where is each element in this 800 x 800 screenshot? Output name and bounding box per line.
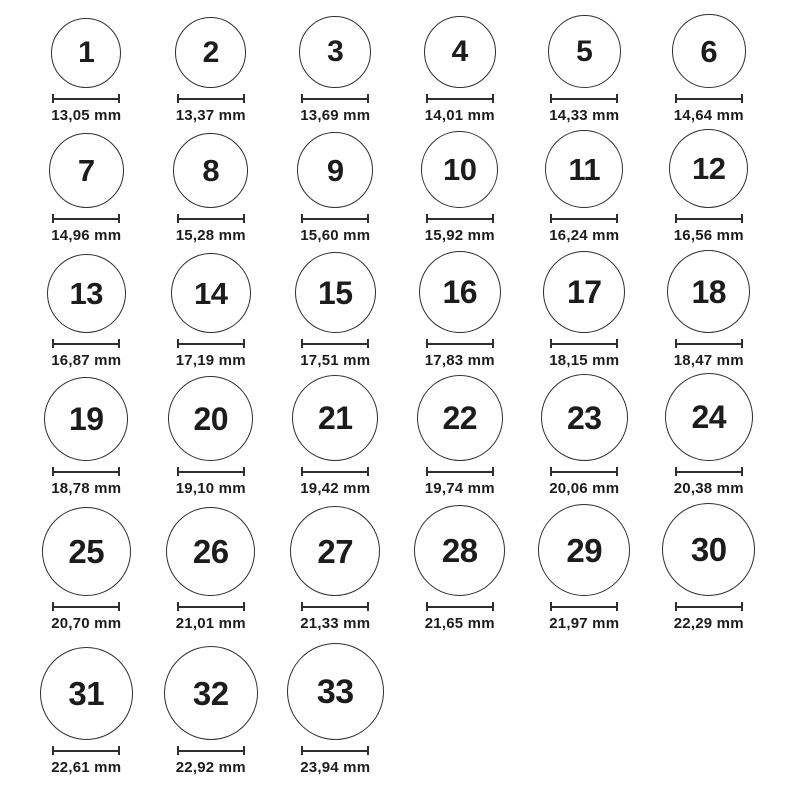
ring-size-item-6: [647, 0, 772, 125]
ring-size-item-24: [647, 370, 772, 498]
measure-end-tick: [616, 467, 618, 476]
ring-size-item-26: [149, 498, 274, 633]
ring-circle: [417, 375, 503, 461]
measure-line: [303, 606, 367, 608]
diameter-measure-bar: [675, 602, 743, 611]
ring-size-number: 13: [69, 276, 103, 311]
diameter-measure-bar: [52, 339, 120, 348]
measure-end-tick: [118, 602, 120, 611]
measure-line: [428, 606, 492, 608]
ring-size-item-18: [647, 245, 772, 370]
diameter-label: 17,51 mm: [300, 352, 371, 369]
ring-size-item-15: [273, 245, 398, 370]
diameter-label: 14,01 mm: [424, 107, 495, 124]
ring-circle: [541, 374, 628, 461]
ring-size-number: 10: [443, 152, 477, 187]
diameter-measure-bar: [675, 339, 743, 348]
ring-circle: [545, 130, 623, 208]
ring-size-number: 30: [690, 531, 727, 568]
measure-end-tick: [243, 94, 245, 103]
measure-end-tick: [243, 746, 245, 755]
ring-size-item-8: [149, 125, 274, 245]
ring-size-item-19: [24, 370, 149, 498]
ring-circle: [421, 131, 498, 208]
diameter-measure-bar: [675, 467, 743, 476]
diameter-label: 17,19 mm: [175, 352, 246, 369]
diameter-measure-bar: [301, 94, 369, 103]
measure-line: [428, 98, 492, 100]
ring-size-item-17: [522, 245, 647, 370]
diameter-label: 19,42 mm: [300, 480, 371, 497]
diameter-label: 16,87 mm: [51, 352, 122, 369]
ring-size-item-5: [522, 0, 647, 125]
diameter-measure-bar: [177, 746, 245, 755]
measure-end-tick: [741, 467, 743, 476]
ring-size-number: 11: [568, 151, 601, 187]
chart-row-1: [0, 0, 800, 125]
diameter-label: 15,28 mm: [175, 227, 246, 244]
ring-size-item-14: [149, 245, 274, 370]
measure-line: [677, 343, 741, 345]
ring-size-item-12: [647, 125, 772, 245]
ring-size-item-32: [149, 633, 274, 777]
measure-line: [179, 98, 243, 100]
measure-line: [552, 98, 616, 100]
ring-circle: [543, 251, 625, 333]
ring-size-item-30: [647, 498, 772, 633]
diameter-measure-bar: [177, 467, 245, 476]
measure-end-tick: [367, 214, 369, 223]
ring-size-number: 21: [317, 400, 353, 436]
diameter-label: 23,94 mm: [300, 759, 371, 776]
diameter-measure-bar: [301, 746, 369, 755]
measure-end-tick: [367, 746, 369, 755]
measure-end-tick: [243, 339, 245, 348]
measure-line: [677, 606, 741, 608]
ring-size-number: 7: [77, 153, 95, 188]
measure-end-tick: [492, 339, 494, 348]
diameter-label: 20,70 mm: [51, 615, 122, 632]
diameter-label: 18,47 mm: [673, 352, 744, 369]
chart-row-4: [0, 370, 800, 498]
measure-line: [303, 750, 367, 752]
ring-circle: [297, 132, 373, 208]
measure-end-tick: [741, 94, 743, 103]
ring-circle: [164, 646, 258, 740]
diameter-measure-bar: [177, 214, 245, 223]
ring-size-item-20: [149, 370, 274, 498]
diameter-measure-bar: [301, 602, 369, 611]
diameter-label: 16,56 mm: [673, 227, 744, 244]
ring-size-item-3: [273, 0, 398, 125]
diameter-label: 21,65 mm: [424, 615, 495, 632]
measure-line: [54, 218, 118, 220]
ring-size-item-27: [273, 498, 398, 633]
ring-circle: [548, 15, 621, 88]
ring-circle: [171, 253, 251, 333]
diameter-label: 15,92 mm: [424, 227, 495, 244]
diameter-measure-bar: [426, 94, 494, 103]
diameter-label: 20,06 mm: [549, 480, 620, 497]
ring-size-item-29: [522, 498, 647, 633]
ring-size-item-4: [398, 0, 523, 125]
ring-size-number: 26: [192, 533, 229, 570]
ring-size-number: 15: [317, 274, 353, 311]
measure-end-tick: [118, 339, 120, 348]
measure-line: [677, 98, 741, 100]
ring-size-number: 8: [202, 153, 220, 188]
ring-circle: [672, 14, 746, 88]
measure-end-tick: [118, 467, 120, 476]
ring-size-number: 20: [193, 400, 229, 437]
ring-circle: [419, 251, 501, 333]
diameter-measure-bar: [52, 746, 120, 755]
diameter-label: 19,74 mm: [424, 480, 495, 497]
ring-size-item-16: [398, 245, 523, 370]
measure-end-tick: [741, 214, 743, 223]
diameter-measure-bar: [52, 214, 120, 223]
measure-line: [428, 343, 492, 345]
chart-row-2: [0, 125, 800, 245]
measure-line: [303, 98, 367, 100]
diameter-label: 21,33 mm: [300, 615, 371, 632]
ring-size-item-28: [398, 498, 523, 633]
diameter-label: 13,37 mm: [175, 107, 246, 124]
measure-end-tick: [118, 746, 120, 755]
measure-end-tick: [367, 467, 369, 476]
ring-size-number: 31: [68, 675, 105, 712]
measure-line: [54, 98, 118, 100]
ring-size-item-1: [24, 0, 149, 125]
chart-row-6: [0, 633, 800, 777]
ring-size-item-23: [522, 370, 647, 498]
diameter-measure-bar: [426, 339, 494, 348]
measure-end-tick: [616, 339, 618, 348]
measure-line: [179, 606, 243, 608]
diameter-measure-bar: [550, 467, 618, 476]
diameter-measure-bar: [550, 94, 618, 103]
ring-size-number: 17: [566, 274, 602, 310]
diameter-label: 13,69 mm: [300, 107, 371, 124]
measure-line: [179, 218, 243, 220]
diameter-measure-bar: [52, 467, 120, 476]
measure-end-tick: [243, 467, 245, 476]
diameter-label: 20,38 mm: [673, 480, 744, 497]
measure-line: [303, 343, 367, 345]
ring-size-number: 25: [68, 533, 105, 570]
measure-end-tick: [243, 214, 245, 223]
ring-circle: [290, 506, 380, 596]
diameter-measure-bar: [177, 339, 245, 348]
ring-circle: [287, 643, 384, 740]
measure-line: [552, 218, 616, 220]
measure-end-tick: [118, 94, 120, 103]
ring-circle: [424, 16, 496, 88]
ring-circle: [44, 377, 128, 461]
ring-size-item-9: [273, 125, 398, 245]
measure-line: [428, 471, 492, 473]
measure-end-tick: [243, 602, 245, 611]
measure-line: [552, 343, 616, 345]
ring-circle: [51, 18, 121, 88]
ring-size-number: 32: [192, 674, 229, 712]
ring-circle: [538, 504, 630, 596]
measure-line: [428, 218, 492, 220]
ring-circle: [667, 250, 750, 333]
ring-circle: [42, 507, 131, 596]
ring-size-number: 27: [317, 532, 354, 570]
diameter-label: 14,33 mm: [549, 107, 620, 124]
diameter-label: 15,60 mm: [300, 227, 371, 244]
measure-end-tick: [367, 339, 369, 348]
ring-size-number: 2: [202, 35, 219, 69]
ring-circle: [292, 375, 378, 461]
ring-size-number: 14: [194, 275, 228, 311]
ring-size-number: 5: [576, 34, 593, 68]
measure-end-tick: [492, 214, 494, 223]
diameter-measure-bar: [550, 339, 618, 348]
measure-end-tick: [118, 214, 120, 223]
ring-size-item-21: [273, 370, 398, 498]
diameter-measure-bar: [52, 94, 120, 103]
ring-size-number: 1: [78, 36, 95, 69]
diameter-measure-bar: [52, 602, 120, 611]
diameter-measure-bar: [550, 214, 618, 223]
ring-size-number: 33: [316, 672, 354, 711]
diameter-label: 19,10 mm: [175, 480, 246, 497]
ring-size-number: 28: [441, 532, 478, 569]
diameter-label: 22,29 mm: [673, 615, 744, 632]
diameter-measure-bar: [426, 214, 494, 223]
diameter-measure-bar: [177, 94, 245, 103]
ring-size-number: 24: [691, 399, 727, 435]
diameter-measure-bar: [177, 602, 245, 611]
ring-circle: [175, 17, 246, 88]
measure-line: [303, 471, 367, 473]
ring-size-item-31: [24, 633, 149, 777]
ring-size-number: 16: [442, 274, 478, 310]
diameter-measure-bar: [426, 602, 494, 611]
ring-circle: [40, 647, 133, 740]
diameter-measure-bar: [301, 467, 369, 476]
ring-size-item-22: [398, 370, 523, 498]
measure-line: [552, 606, 616, 608]
ring-size-item-33: [273, 633, 398, 777]
measure-line: [677, 471, 741, 473]
ring-size-number: 18: [691, 273, 727, 310]
chart-row-5: [0, 498, 800, 633]
ring-circle: [295, 252, 376, 333]
diameter-measure-bar: [301, 214, 369, 223]
diameter-label: 17,83 mm: [424, 352, 495, 369]
ring-size-number: 6: [700, 33, 718, 69]
measure-line: [54, 606, 118, 608]
ring-circle: [47, 254, 126, 333]
measure-line: [677, 218, 741, 220]
measure-line: [54, 471, 118, 473]
diameter-label: 21,01 mm: [175, 615, 246, 632]
measure-end-tick: [741, 339, 743, 348]
diameter-label: 14,96 mm: [51, 227, 122, 244]
diameter-label: 14,64 mm: [673, 107, 744, 124]
ring-circle: [166, 507, 255, 596]
ring-circle: [49, 133, 124, 208]
ring-circle: [669, 129, 748, 208]
ring-size-number: 19: [68, 401, 104, 437]
ring-size-number: 4: [451, 35, 468, 68]
measure-end-tick: [616, 214, 618, 223]
measure-end-tick: [492, 467, 494, 476]
diameter-label: 18,15 mm: [549, 352, 620, 369]
measure-line: [54, 343, 118, 345]
measure-end-tick: [492, 602, 494, 611]
diameter-measure-bar: [550, 602, 618, 611]
diameter-label: 16,24 mm: [549, 227, 620, 244]
measure-line: [179, 343, 243, 345]
measure-end-tick: [616, 602, 618, 611]
diameter-measure-bar: [675, 214, 743, 223]
measure-line: [179, 750, 243, 752]
ring-size-number: 3: [327, 35, 344, 68]
measure-line: [54, 750, 118, 752]
ring-circle: [414, 505, 505, 596]
ring-circle: [299, 16, 371, 88]
chart-row-3: [0, 245, 800, 370]
measure-end-tick: [741, 602, 743, 611]
ring-circle: [173, 133, 248, 208]
measure-end-tick: [492, 94, 494, 103]
ring-size-number: 9: [326, 152, 344, 188]
diameter-measure-bar: [426, 467, 494, 476]
diameter-label: 18,78 mm: [51, 480, 122, 497]
ring-circle: [665, 373, 753, 461]
ring-size-item-2: [149, 0, 274, 125]
diameter-label: 21,97 mm: [549, 615, 620, 632]
ring-size-item-25: [24, 498, 149, 633]
measure-line: [552, 471, 616, 473]
diameter-label: 22,92 mm: [175, 759, 246, 776]
ring-size-number: 22: [442, 400, 478, 436]
ring-circle: [168, 376, 253, 461]
measure-end-tick: [367, 94, 369, 103]
ring-size-item-10: [398, 125, 523, 245]
ring-size-item-13: [24, 245, 149, 370]
ring-size-number: 23: [566, 399, 602, 436]
measure-end-tick: [616, 94, 618, 103]
measure-end-tick: [367, 602, 369, 611]
ring-size-number: 12: [692, 151, 726, 186]
diameter-label: 22,61 mm: [51, 759, 122, 776]
measure-line: [179, 471, 243, 473]
diameter-label: 13,05 mm: [51, 107, 122, 124]
ring-size-item-11: [522, 125, 647, 245]
ring-size-item-7: [24, 125, 149, 245]
diameter-measure-bar: [675, 94, 743, 103]
ring-circle: [662, 503, 755, 596]
diameter-measure-bar: [301, 339, 369, 348]
measure-line: [303, 218, 367, 220]
ring-size-number: 29: [566, 531, 603, 569]
